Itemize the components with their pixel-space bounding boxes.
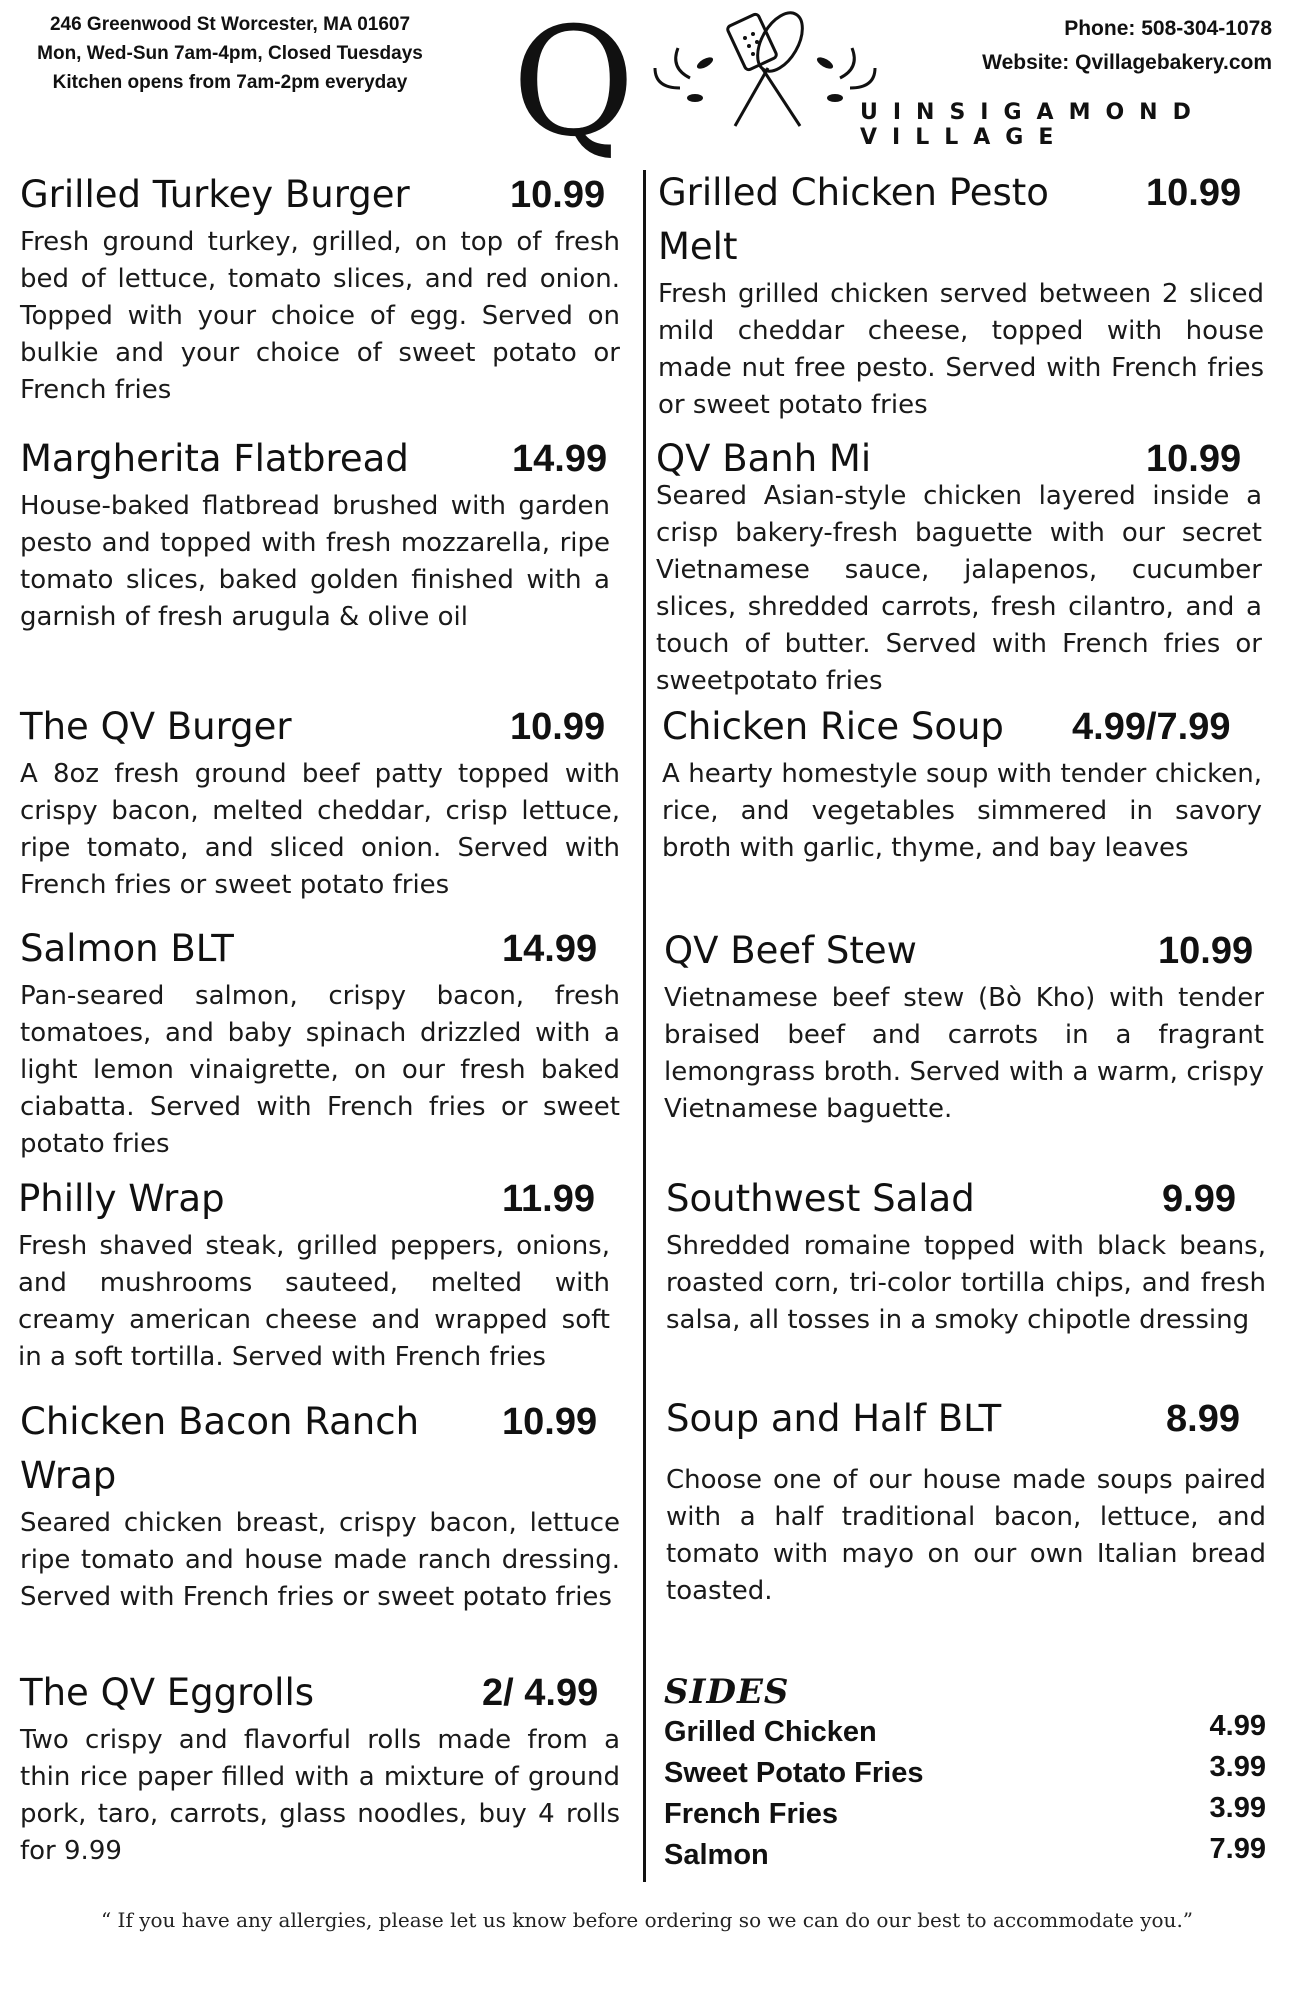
side-name: French Fries bbox=[664, 1798, 839, 1830]
item-description: Fresh grilled chicken served between 2 sliced mild cheddar cheese, topped with house made nut free pesto. Served with French fries or sweet potato fries bbox=[658, 279, 1264, 420]
side-item bbox=[664, 1710, 1266, 1749]
menu-item bbox=[666, 1392, 1266, 1610]
item-price: 2/ 4.99 bbox=[482, 1672, 599, 1714]
item-price: 10.99 bbox=[1146, 438, 1242, 480]
logo-letter: Q bbox=[512, 0, 635, 170]
item-price: 14.99 bbox=[512, 438, 608, 480]
allergy-note: “ If you have any allergies, please let us know before ordering so we can do our best to accommodate you.” bbox=[100, 1908, 1194, 1932]
item-name: The QV Eggrolls bbox=[20, 1671, 314, 1714]
item-description: Fresh shaved steak, grilled peppers, onions, and mushrooms sauteed, melted with creamy american cheese and wrapped soft in a soft tortilla. Served with French fries bbox=[18, 1231, 610, 1372]
item-description: A 8oz fresh ground beef patty topped with crispy bacon, melted cheddar, crisp lettuce, ripe tomato, and sliced onion. Served with French fries or sweet potato fries bbox=[20, 759, 620, 900]
side-name: Sweet Potato Fries bbox=[664, 1757, 924, 1789]
item-description: A hearty homestyle soup with tender chicken, rice, and vegetables simmered in savory broth with garlic, thyme, and bay leaves bbox=[662, 759, 1262, 863]
menu-item bbox=[20, 700, 620, 904]
sides-heading: SIDES bbox=[664, 1672, 790, 1712]
item-description: Seared Asian-style chicken layered inside a crisp bakery-fresh baguette with our secret Vietnamese sauce, jalapenos, cucumber slices, shredded carrots, fresh cilantro, and a touch of butter. Served with French fries or sweetpotato fries bbox=[656, 481, 1262, 696]
item-price: 14.99 bbox=[502, 928, 598, 970]
item-price: 9.99 bbox=[1162, 1178, 1236, 1220]
item-description: Seared chicken breast, crispy bacon, lettuce ripe tomato and house made ranch dressing. Served with French fries or sweet potato fries bbox=[20, 1508, 620, 1612]
item-name: Chicken Rice Soup bbox=[662, 705, 1004, 748]
side-price: 3.99 bbox=[1209, 1792, 1266, 1824]
side-price: 3.99 bbox=[1209, 1751, 1266, 1783]
item-price: 8.99 bbox=[1166, 1398, 1240, 1440]
menu-item bbox=[656, 432, 1262, 700]
menu-item bbox=[664, 924, 1264, 1128]
item-name: Chicken Bacon Ranch Wrap bbox=[20, 1400, 420, 1497]
item-price: 10.99 bbox=[1146, 172, 1242, 214]
side-item bbox=[664, 1833, 1266, 1872]
menu-item bbox=[20, 432, 610, 636]
item-name: The QV Burger bbox=[20, 705, 292, 748]
menu-item bbox=[18, 1172, 610, 1376]
website-text: Website: Qvillagebakery.com bbox=[982, 51, 1272, 74]
side-item bbox=[664, 1751, 1266, 1790]
logo-utensils-icon bbox=[650, 8, 880, 133]
phone-text: Phone: 508-304-1078 bbox=[1064, 17, 1272, 40]
menu-item bbox=[666, 1172, 1266, 1339]
menu-item bbox=[20, 1666, 620, 1870]
menu-item bbox=[20, 1395, 620, 1616]
item-name: QV Beef Stew bbox=[664, 929, 917, 972]
item-description: House-baked flatbread brushed with garden pesto and topped with fresh mozzarella, ripe tomato slices, baked golden finished with a garnish of fresh arugula & olive oil bbox=[20, 491, 610, 632]
item-price: 10.99 bbox=[510, 174, 606, 216]
item-price: 10.99 bbox=[1158, 930, 1254, 972]
side-name: Grilled Chicken bbox=[664, 1716, 877, 1748]
item-description: Fresh ground turkey, grilled, on top of fresh bed of lettuce, tomato slices, and red onion. Topped with your choice of egg. Served on bulkie and your choice of sweet potato or French fries bbox=[20, 227, 620, 405]
item-name: Southwest Salad bbox=[666, 1177, 975, 1220]
item-name: Soup and Half BLT bbox=[666, 1397, 1002, 1440]
side-price: 7.99 bbox=[1209, 1833, 1266, 1865]
header-contact-left bbox=[0, 10, 460, 97]
item-name: QV Banh Mi bbox=[656, 437, 872, 480]
column-divider bbox=[643, 170, 646, 1882]
item-price: 10.99 bbox=[502, 1401, 598, 1443]
side-price: 4.99 bbox=[1209, 1710, 1266, 1742]
header-contact-right bbox=[852, 12, 1272, 80]
item-name: Salmon BLT bbox=[20, 927, 234, 970]
item-name: Philly Wrap bbox=[18, 1177, 225, 1220]
item-price: 10.99 bbox=[510, 706, 606, 748]
kitchen-hours-text: Kitchen opens from 7am-2pm everyday bbox=[52, 72, 408, 93]
menu-item bbox=[658, 166, 1264, 424]
side-name: Salmon bbox=[664, 1839, 769, 1871]
menu-item bbox=[662, 700, 1262, 867]
item-price: 4.99/7.99 bbox=[1072, 706, 1231, 748]
item-price: 11.99 bbox=[502, 1178, 595, 1220]
item-description: Pan-seared salmon, crispy bacon, fresh tomatoes, and baby spinach drizzled with a light lemon vinaigrette, on our fresh baked ciabatta. Served with French fries or sweet potato fries bbox=[20, 981, 620, 1159]
item-description: Vietnamese beef stew (Bò Kho) with tender braised beef and carrots in a fragrant lemongrass broth. Served with a warm, crispy Vietnamese baguette. bbox=[664, 983, 1264, 1124]
address-text: 246 Greenwood St Worcester, MA 01607 bbox=[49, 14, 411, 35]
item-name: Grilled Turkey Burger bbox=[20, 173, 410, 216]
item-description: Choose one of our house made soups paired with a half traditional bacon, lettuce, and tomato with mayo on our own Italian bread toasted. bbox=[666, 1465, 1266, 1606]
menu-item bbox=[20, 168, 620, 409]
item-name: Grilled Chicken Pesto Melt bbox=[658, 171, 1049, 268]
item-name: Margherita Flatbread bbox=[20, 437, 409, 480]
side-item bbox=[664, 1792, 1266, 1831]
logo-wordmark: UINSIGAMOND VILLAGE bbox=[860, 100, 1206, 150]
menu-item bbox=[20, 922, 620, 1163]
item-description: Two crispy and flavorful rolls made from a thin rice paper filled with a mixture of ground pork, taro, carrots, glass noodles, buy 4 rolls for 9.99 bbox=[20, 1725, 620, 1866]
hours-text: Mon, Wed-Sun 7am-4pm, Closed Tuesdays bbox=[37, 43, 423, 64]
item-description: Shredded romaine topped with black beans, roasted corn, tri-color tortilla chips, and fresh salsa, all tosses in a smoky chipotle dressing bbox=[666, 1231, 1266, 1335]
